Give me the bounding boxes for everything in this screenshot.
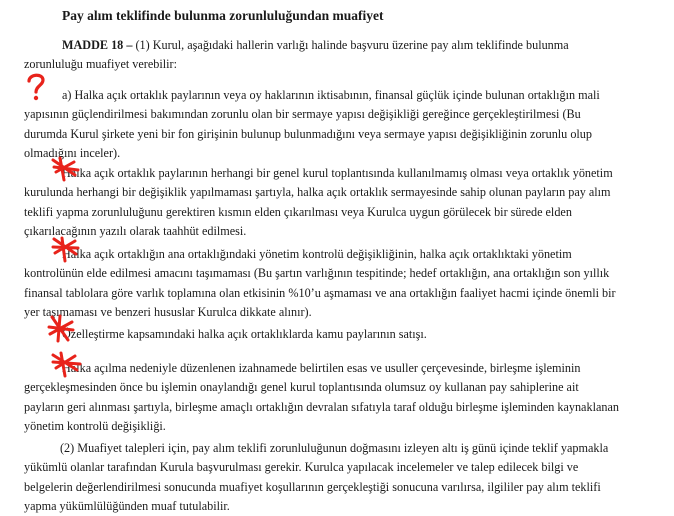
item-b-paragraph: [24, 164, 619, 241]
question-mark-icon: [26, 72, 48, 102]
item-a-text: a) Halka açık ortaklık paylarının veya oy haklarının iktisabının, finansal güçlük içinde bulunan ortaklığın mali yapısının güçlendirilmesi bakımından zorunlu olan bir sermaye yapısı değişikliği gereğince gerçekleştirilmesi (Bu durumda Kurul şirkete yeni bir fon girişinin bulunup bulunmadığını veya sermaye yapısı değişikliğinin zorunlu olup olmadığını inceler).: [24, 88, 600, 160]
item-b-text: Halka açık ortaklık paylarının herhangi bir genel kurul toplantısında kullanılmamış olması veya ortaklık yönetim kurulunda herhangi bir değişiklik yapılmaması şartıyla, halka açık ortaklık sermayesinde sahip olunan payların pay alım teklifi yapma zorunluluğunu gerektiren kısmın elden çıkarılması veya Kurulca uygun görülecek bir sürede elden çıkarılacağının yazılı olarak taahhüt edilmesi.: [24, 166, 613, 238]
item-c-text: Halka açık ortaklığın ana ortaklığındaki yönetim kontrolü değişikliğinin, halka açık ortaklıktaki yönetim kontrolünün elde edilmesi amacını taşımaması (Bu şartın varlığının tespitinde; hedef ortaklığın, ana ortaklığın son yıllık finansal tablolara göre varlık toplamına olan etkisinin %10’u aşmaması ve ana ortaklığın faaliyet hacmi içinde önemli bir yer taşımaması ve benzeri hususlar Kurulca dikkate alınır).: [24, 247, 616, 319]
red-strike-mark-icon: [46, 314, 76, 344]
red-strike-mark-icon: [50, 236, 80, 264]
intro-text: (1) Kurul, aşağıdaki hallerin varlığı halinde başvuru üzerine pay alım teklifinde bulunma zorunluluğu muafiyet verebilir:: [24, 38, 569, 72]
item-d-paragraph: [24, 325, 619, 344]
item-e-text: Halka açılma nedeniyle düzenlenen izahnamede belirtilen esas ve usuller çerçevesinde, birleşme işleminin gerçekleşmesinden önce bu işlemin onaylandığı genel kurul toplantısında olumsuz oy kullanan pay sahiplerine ait payların geri alınması şartıyla, birleşme amaçlı ortaklığın devralan sıfatıyla taraf olduğu birleşme işleminden kaynaklanan yönetim kontrolü değişikliği.: [24, 361, 619, 433]
item-c-paragraph: [24, 245, 619, 322]
madde-label: MADDE 18 –: [62, 38, 133, 52]
item-d-text: Özelleştirme kapsamındaki halka açık ortaklıklarda kamu paylarının satışı.: [62, 327, 427, 341]
item-a-paragraph: [24, 86, 619, 163]
red-strike-mark-icon: [50, 156, 80, 184]
item-e-paragraph: [24, 359, 619, 436]
closing-text: (2) Muafiyet talepleri için, pay alım teklifi zorunluluğunun doğmasını izleyen altı iş günü içinde teklif yapmakla yükümlü olanlar tarafından Kurula başvurulması gerekir. Kurulca yapılacak incelemeler ve talep edilecek bilgi ve belgelerin değerlendirilmesi sonucunda muafiyet koşullarının gerçekleştiği sonucuna varılırsa, ilgililer pay alım teklifi yapma yükümlülüğünden muaf tutulabilir.: [24, 441, 609, 513]
red-strike-mark-icon: [50, 351, 82, 379]
closing-paragraph: [24, 439, 619, 516]
article-heading: Pay alım teklifinde bulunma zorunluluğundan muafiyet: [62, 8, 384, 23]
intro-paragraph: [24, 36, 619, 75]
